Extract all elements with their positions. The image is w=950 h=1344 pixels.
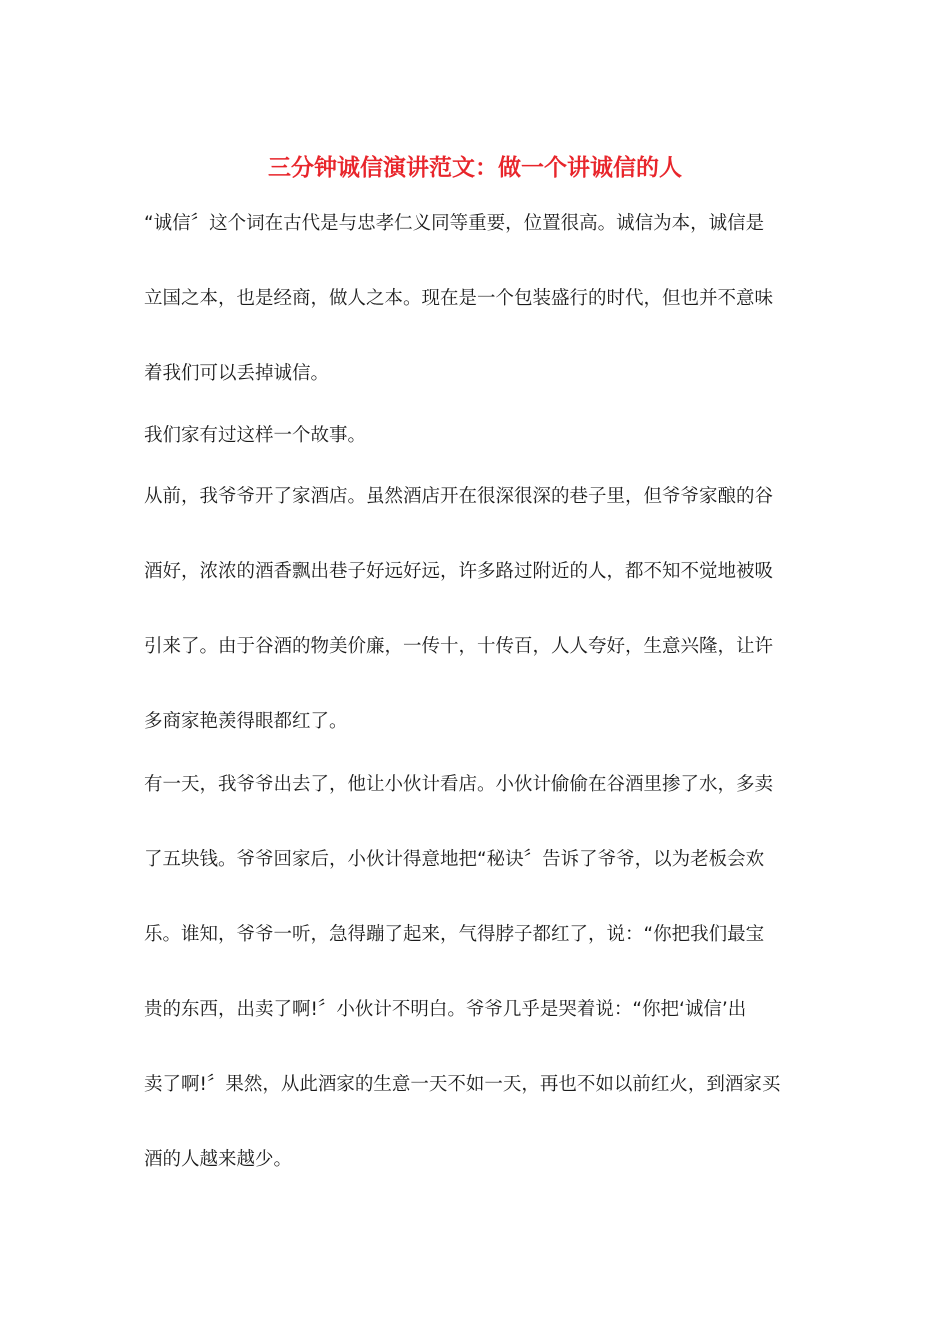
paragraph-4-line-6: 酒的人越来越少。 [144, 1149, 293, 1170]
paragraph-1-line-2: 立国之本，也是经商，做人之本。现在是一个包装盛行的时代，但也并不意味 [144, 288, 774, 309]
paragraph-4-line-3: 乐。谁知，爷爷一听，急得蹦了起来，气得脖子都红了，说：“你把我们最宝 [144, 924, 765, 945]
paragraph-3-line-3: 引来了。由于谷酒的物美价廉，一传十，十传百，人人夸好，生意兴隆，让许 [144, 636, 774, 657]
paragraph-1-line-1: “诚信〞这个词在古代是与忠孝仁义同等重要，位置很高。诚信为本，诚信是 [144, 213, 765, 234]
paragraph-1-line-3: 着我们可以丢掉诚信。 [144, 363, 330, 384]
paragraph-3-line-2: 酒好，浓浓的酒香飘出巷子好远好远，许多路过附近的人，都不知不觉地被吸 [144, 561, 774, 582]
paragraph-4-line-1: 有一天，我爷爷出去了，他让小伙计看店。小伙计偷偷在谷酒里掺了水，多卖 [144, 774, 774, 795]
paragraph-2-line-1: 我们家有过这样一个故事。 [144, 425, 367, 446]
paragraph-4-line-4: 贵的东西，出卖了啊!〞小伙计不明白。爷爷几乎是哭着说：“你把‘诚信’出 [144, 999, 747, 1020]
document-title: 三分钟诚信演讲范文：做一个讲诚信的人 [268, 154, 682, 181]
paragraph-4-line-5: 卖了啊!〞果然，从此酒家的生意一天不如一天，再也不如以前红火，到酒家买 [144, 1074, 781, 1095]
paragraph-3-line-1: 从前，我爷爷开了家酒店。虽然酒店开在很深很深的巷子里，但爷爷家酿的谷 [144, 486, 774, 507]
paragraph-4-line-2: 了五块钱。爷爷回家后，小伙计得意地把“秘诀〞告诉了爷爷，以为老板会欢 [144, 849, 765, 870]
paragraph-3-line-4: 多商家艳羡得眼都红了。 [144, 711, 348, 732]
